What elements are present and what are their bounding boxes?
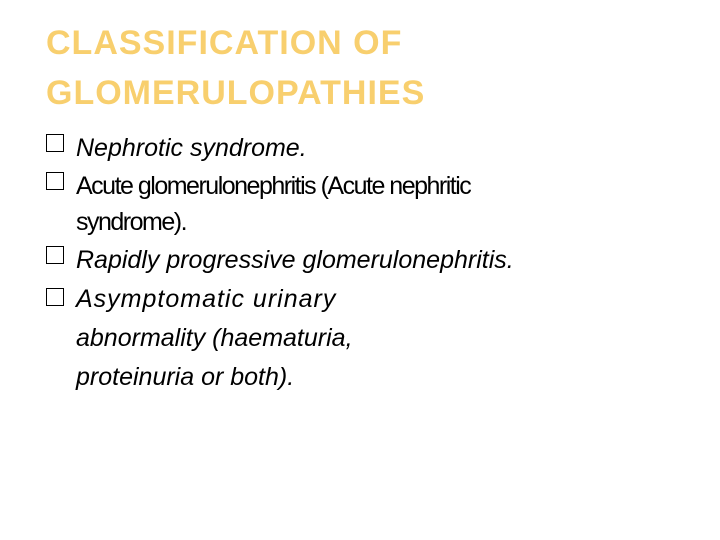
bullet-item-asymptomatic-urinary (46, 280, 686, 397)
square-marker-icon (46, 288, 64, 306)
square-marker-icon (46, 172, 64, 190)
bullet-list (46, 128, 686, 397)
square-marker-icon (46, 134, 64, 152)
bullet-item-rapidly-progressive (46, 240, 686, 280)
square-marker-icon (46, 246, 64, 264)
bullet-item-nephrotic-syndrome (46, 128, 686, 168)
bullet-text-line-2: abnormality (haematuria, (76, 324, 353, 352)
slide-title (46, 18, 425, 118)
title-line-2: GLOMERULOPATHIES (46, 74, 426, 112)
bullet-item-acute-glomerulonephritis (46, 168, 686, 240)
bullet-text-line-1: Acute glomerulonephritis (Acute nephritic (76, 172, 471, 200)
bullet-text: Nephrotic syndrome. (76, 134, 307, 162)
bullet-text-line-3: proteinuria or both). (76, 363, 295, 391)
bullet-text-line-2: syndrome). (76, 208, 187, 236)
bullet-text: Rapidly progressive glomerulonephritis. (76, 246, 514, 274)
bullet-text-line-1: Asymptomatic urinary (76, 285, 337, 313)
title-line-1: CLASSIFICATION OF (46, 24, 403, 62)
